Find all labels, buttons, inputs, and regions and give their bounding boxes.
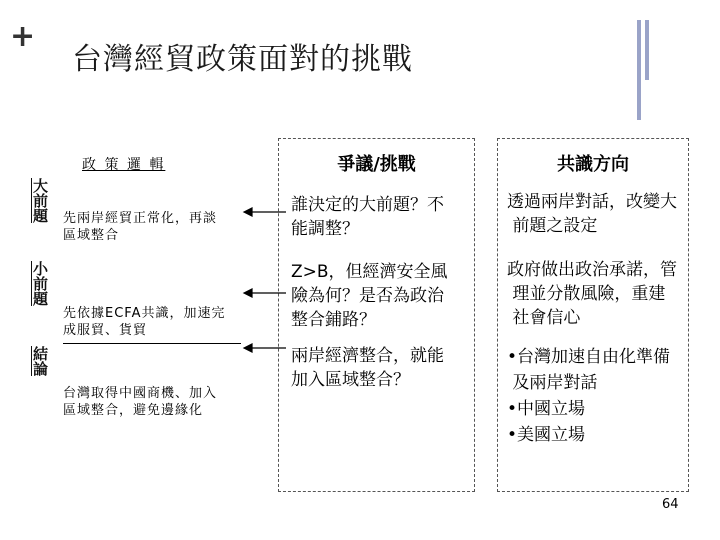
arrow-1-head: [244, 208, 252, 216]
arrow-2-head: [244, 289, 252, 297]
accent-bar-left: [637, 20, 641, 120]
left-item-1: 先兩岸經貿正常化，再談 區域整合: [63, 211, 218, 243]
challenge-item-1: 誰決定的大前題？不 能調整？: [291, 195, 444, 239]
left-item-2: 先依據ECFA共識，加速完 成服貿、貨貿: [63, 306, 226, 338]
policy-logic-header: 政 策 邏 輯: [82, 157, 166, 173]
consensus-item-1: 透過兩岸對話，改變大 前題之設定: [507, 192, 677, 236]
minor-premise-label: 小前題: [31, 261, 49, 306]
left-item-3: 台灣取得中國商機、加入 區域整合，避免邊緣化: [63, 386, 218, 418]
consensus-item-3: •台灣加速自由化準備 及兩岸對話 •中國立場 •美國立場: [507, 347, 671, 445]
arrow-3-head: [244, 344, 252, 352]
consensus-header: 共識方向: [557, 154, 629, 175]
challenges-header: 爭議/挑戰: [337, 154, 416, 175]
challenge-item-3: 兩岸經濟整合，就能 加入區域整合？: [291, 346, 444, 390]
left-divider: [63, 343, 241, 344]
accent-bar-right: [645, 20, 649, 80]
conclusion-label: 結論: [31, 346, 49, 376]
consensus-item-2: 政府做出政治承諾，管 理並分散風險，重建 社會信心: [507, 260, 677, 328]
major-premise-label: 大前題: [31, 178, 49, 223]
challenge-item-2: Z>B，但經濟安全風 險為何？是否為政治 整合鋪路？: [291, 262, 448, 330]
page-number: 64: [662, 497, 679, 512]
plus-icon: +: [10, 19, 36, 54]
slide-title: 台灣經貿政策面對的挑戰: [72, 42, 413, 77]
